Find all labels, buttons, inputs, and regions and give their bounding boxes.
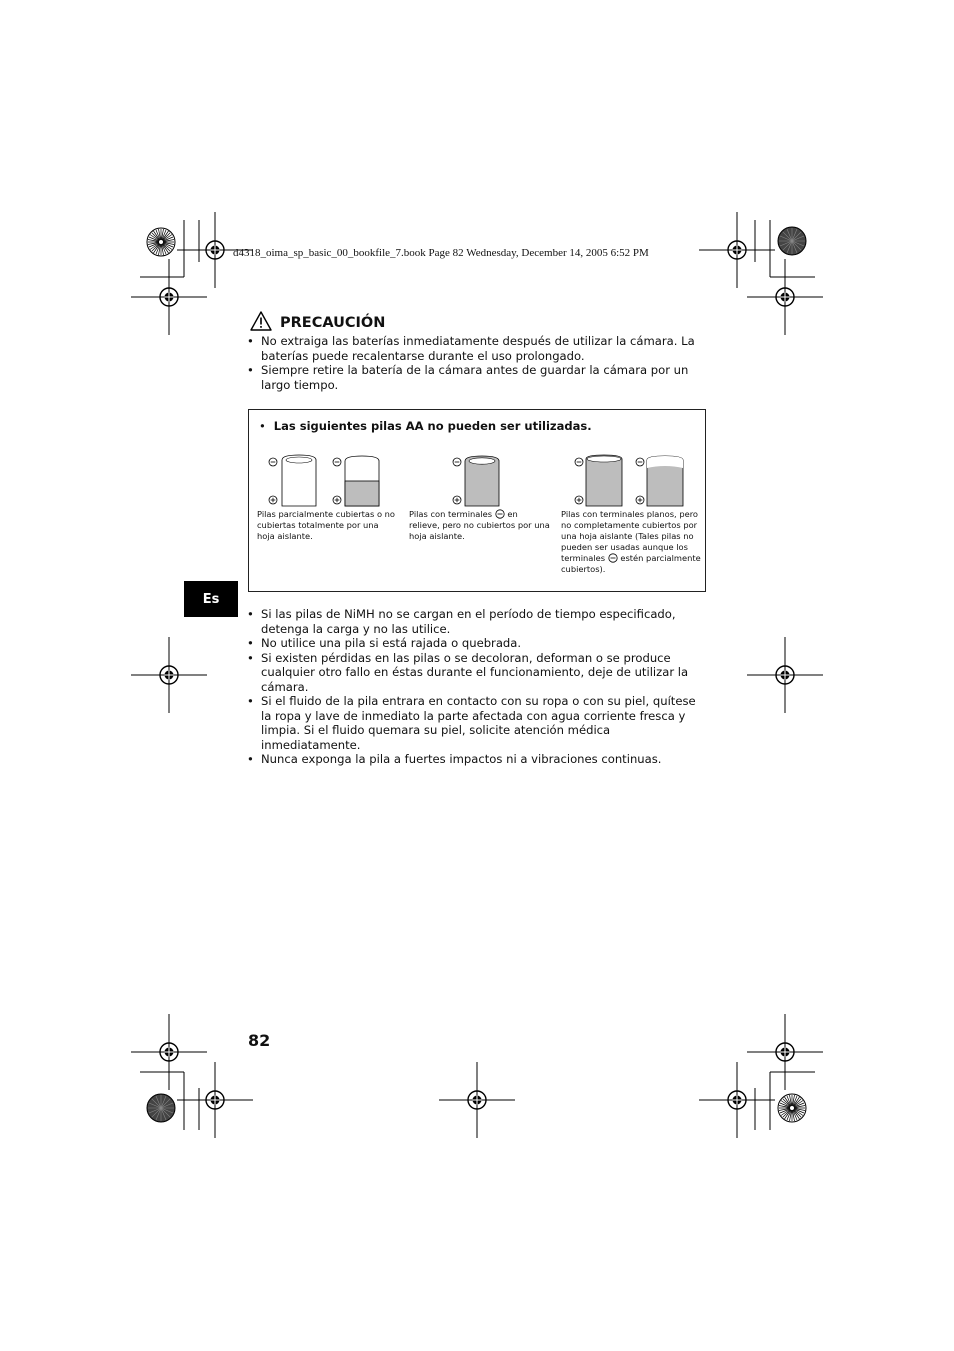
caution-title: PRECAUCIÓN <box>280 315 386 331</box>
list-item: • Si existen pérdidas en las pilas o se decoloran, deforman o se produce cualquier otro fallo en éstas durante el funcionamiento, deje de utilizar la cámara. <box>247 651 707 695</box>
caption-3-text-a: Pilas con terminales planos, pero no completamente cubiertos por una hoja aislante (Tales pilas no pueden ser usadas aunque los terminales <box>561 509 698 563</box>
battery-list <box>247 607 707 767</box>
caption-3-text-b: estén parcialmente cubiertos). <box>561 553 701 574</box>
battery-embossed-terminal <box>453 456 499 506</box>
caption-3 <box>561 509 701 575</box>
caption-1-text: Pilas parcialmente cubiertas o no cubiertas totalmente por una hoja aislante. <box>257 509 396 541</box>
caption-2 <box>409 509 551 542</box>
battery-uncovered <box>269 455 316 506</box>
list-item: • No utilice una pila si está rajada o quebrada. <box>247 636 707 651</box>
caption-2-text-a: Pilas con terminales <box>409 509 495 519</box>
caption-2-text-b: en relieve, pero no cubiertos por una hoja aislante. <box>409 509 550 541</box>
language-tab: Es <box>184 581 238 617</box>
box-title: • Las siguientes pilas AA no pueden ser utilizadas. <box>259 419 592 433</box>
battery-partly-covered <box>333 456 379 506</box>
list-item: • Si las pilas de NiMH no se cargan en el período de tiempo especificado, detenga la carga y no las utilice. <box>247 607 707 636</box>
minus-terminal-icon <box>608 553 618 563</box>
battery-illustrations <box>249 454 705 514</box>
list-item: • No extraiga las baterías inmediatamente después de utilizar la cámara. La baterías puede recalentarse durante el uso prolongado. <box>247 334 707 363</box>
file-header: d4318_oima_sp_basic_00_bookfile_7.book Page 82 Wednesday, December 14, 2005 6:52 PM <box>233 247 649 259</box>
list-item: • Siempre retire la batería de la cámara antes de guardar la cámara por un largo tiempo. <box>247 363 707 392</box>
caution-list <box>247 334 707 392</box>
page-number: 82 <box>248 1031 271 1050</box>
warning-triangle-icon <box>250 311 272 331</box>
list-item: • Si el fluido de la pila entrara en contacto con su ropa o con su piel, quítese la ropa y lave de inmediato la parte afectada con agua corriente fresca y limpia. Si el fluido quemara su piel, solicite atención médica inmediatamente. <box>247 694 707 752</box>
list-item: • Nunca exponga la pila a fuertes impactos ni a vibraciones continuas. <box>247 752 707 767</box>
caption-1 <box>257 509 397 542</box>
battery-flat-terminal-2 <box>636 456 683 506</box>
minus-terminal-icon <box>495 509 505 519</box>
battery-warning-box <box>248 409 706 592</box>
battery-flat-terminal-1 <box>575 455 622 506</box>
